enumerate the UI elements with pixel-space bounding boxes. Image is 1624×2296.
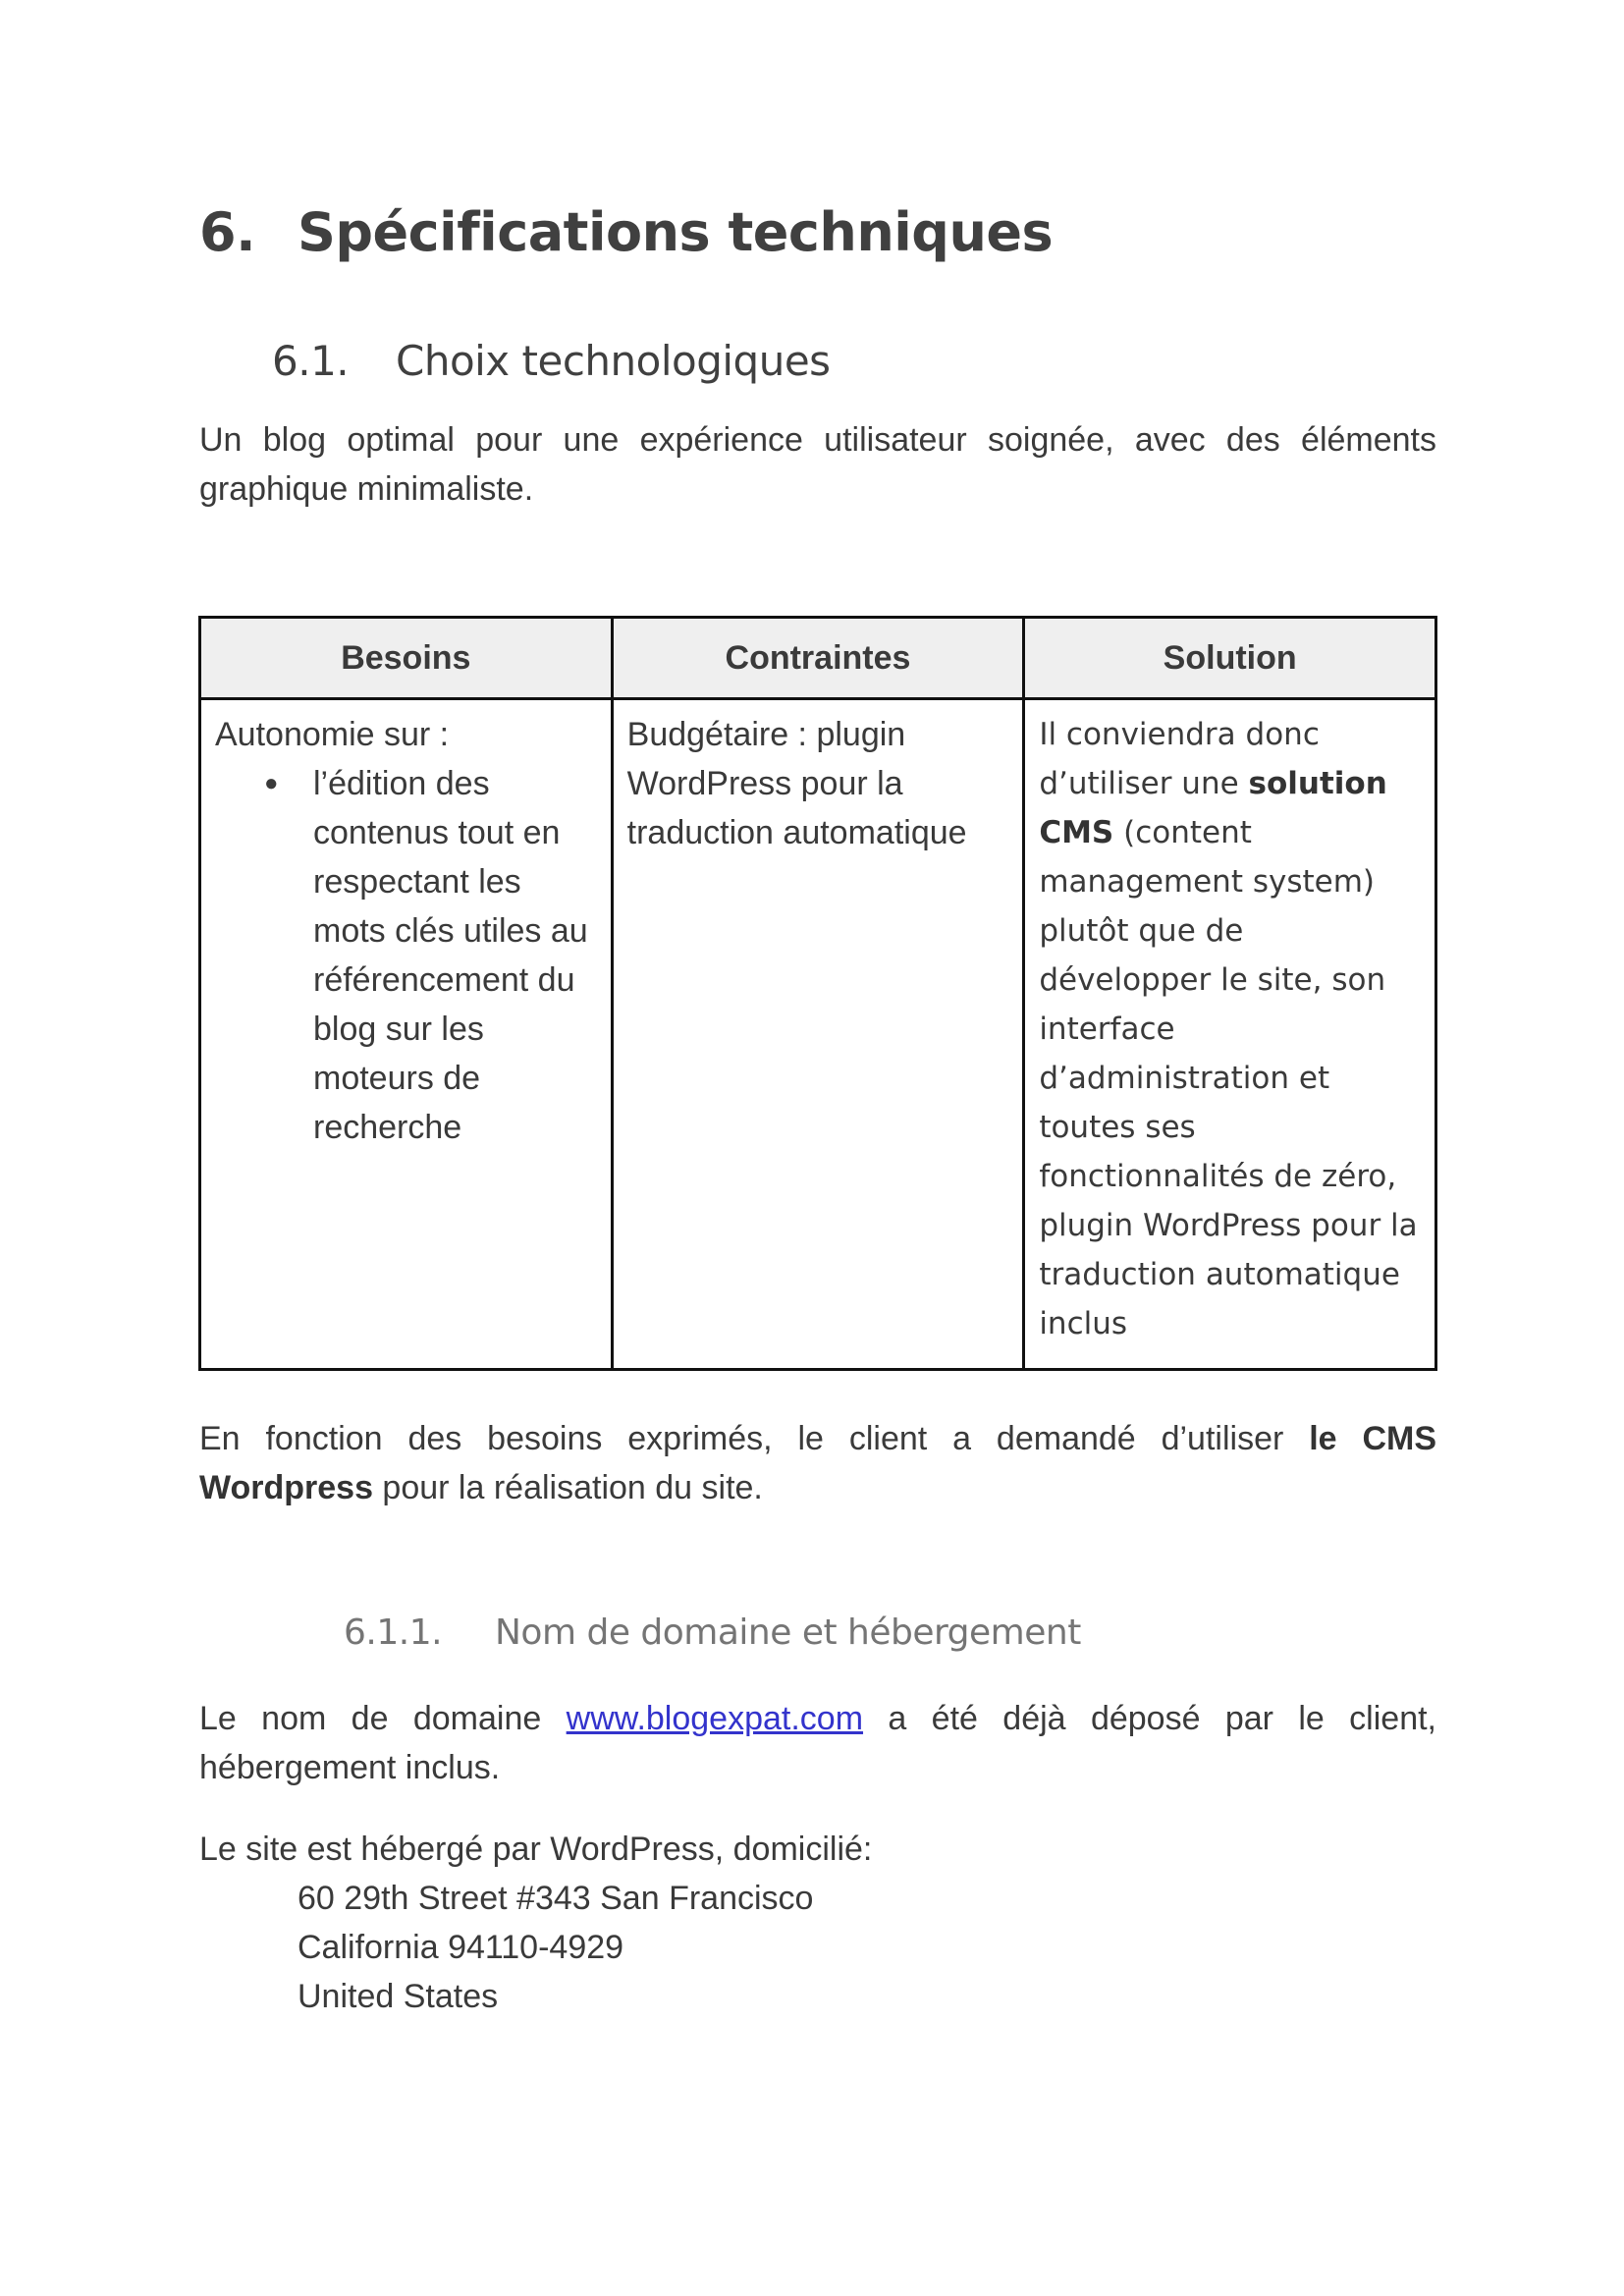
subsubsection-title: Nom de domaine et hébergement bbox=[495, 1613, 1081, 1653]
besoins-list bbox=[215, 759, 597, 1152]
cell-contraintes: Budgétaire : plugin WordPress pour la traduction automatique bbox=[612, 699, 1024, 1370]
subsection-title: Choix technologiques bbox=[396, 337, 831, 385]
section-heading bbox=[199, 201, 1053, 263]
cms-text-rest: pour la réalisation du site. bbox=[372, 1469, 763, 1506]
subsubsection-number: 6.1.1. bbox=[344, 1613, 443, 1653]
hosting-intro: Le site est hébergé par WordPress, domicilié: bbox=[199, 1831, 873, 1868]
section-title: Spécifications techniques bbox=[298, 201, 1054, 263]
domain-text: Le nom de domaine bbox=[199, 1700, 567, 1737]
domain-link[interactable]: www.blogexpat.com bbox=[566, 1700, 864, 1737]
domain-paragraph bbox=[199, 1694, 1436, 1792]
cms-text: En fonction des besoins exprimés, le client a demandé d’utiliser bbox=[199, 1420, 1310, 1457]
cell-besoins bbox=[200, 699, 613, 1370]
header-contraintes: Contraintes bbox=[612, 618, 1024, 699]
domain-text-rest: a été déjà déposé par le client, hébergement inclus. bbox=[199, 1700, 1437, 1786]
list-item: ● l’édition des contenus tout en respectant les mots clés utiles au référencement du blog sur les moteurs de recherche bbox=[313, 759, 597, 1152]
address-line: United States bbox=[298, 1978, 499, 2015]
hosting-paragraph bbox=[199, 1825, 1436, 2021]
solution-text: Il conviendra donc d’utiliser une bbox=[1039, 717, 1320, 801]
intro-paragraph: Un blog optimal pour une expérience utilisateur soignée, avec des éléments graphique minimaliste. bbox=[199, 421, 1436, 508]
subsubsection-heading bbox=[344, 1613, 1081, 1653]
cms-paragraph bbox=[199, 1414, 1436, 1512]
table-row bbox=[200, 699, 1436, 1370]
spec-table bbox=[198, 616, 1437, 1371]
section-number: 6. bbox=[199, 201, 256, 263]
table-header-row bbox=[200, 618, 1436, 699]
besoins-lead: Autonomie sur : bbox=[215, 716, 450, 753]
solution-bold: solution CMS bbox=[1039, 766, 1387, 850]
subsection-heading bbox=[272, 337, 831, 385]
solution-text-rest: (content management system) plutôt que de développer le site, son interface d’administration et toutes ses fonctionnalités de zéro, plugin WordPress pour la traduction automatique inclus bbox=[1039, 815, 1418, 1341]
cms-bold: le CMS Wordpress bbox=[199, 1420, 1437, 1506]
address-line: 60 29th Street #343 San Francisco bbox=[298, 1880, 814, 1917]
address-line: California 94110-4929 bbox=[298, 1929, 624, 1966]
cell-solution bbox=[1024, 699, 1436, 1370]
header-besoins: Besoins bbox=[200, 618, 613, 699]
subsection-number: 6.1. bbox=[272, 337, 350, 385]
header-solution: Solution bbox=[1024, 618, 1436, 699]
